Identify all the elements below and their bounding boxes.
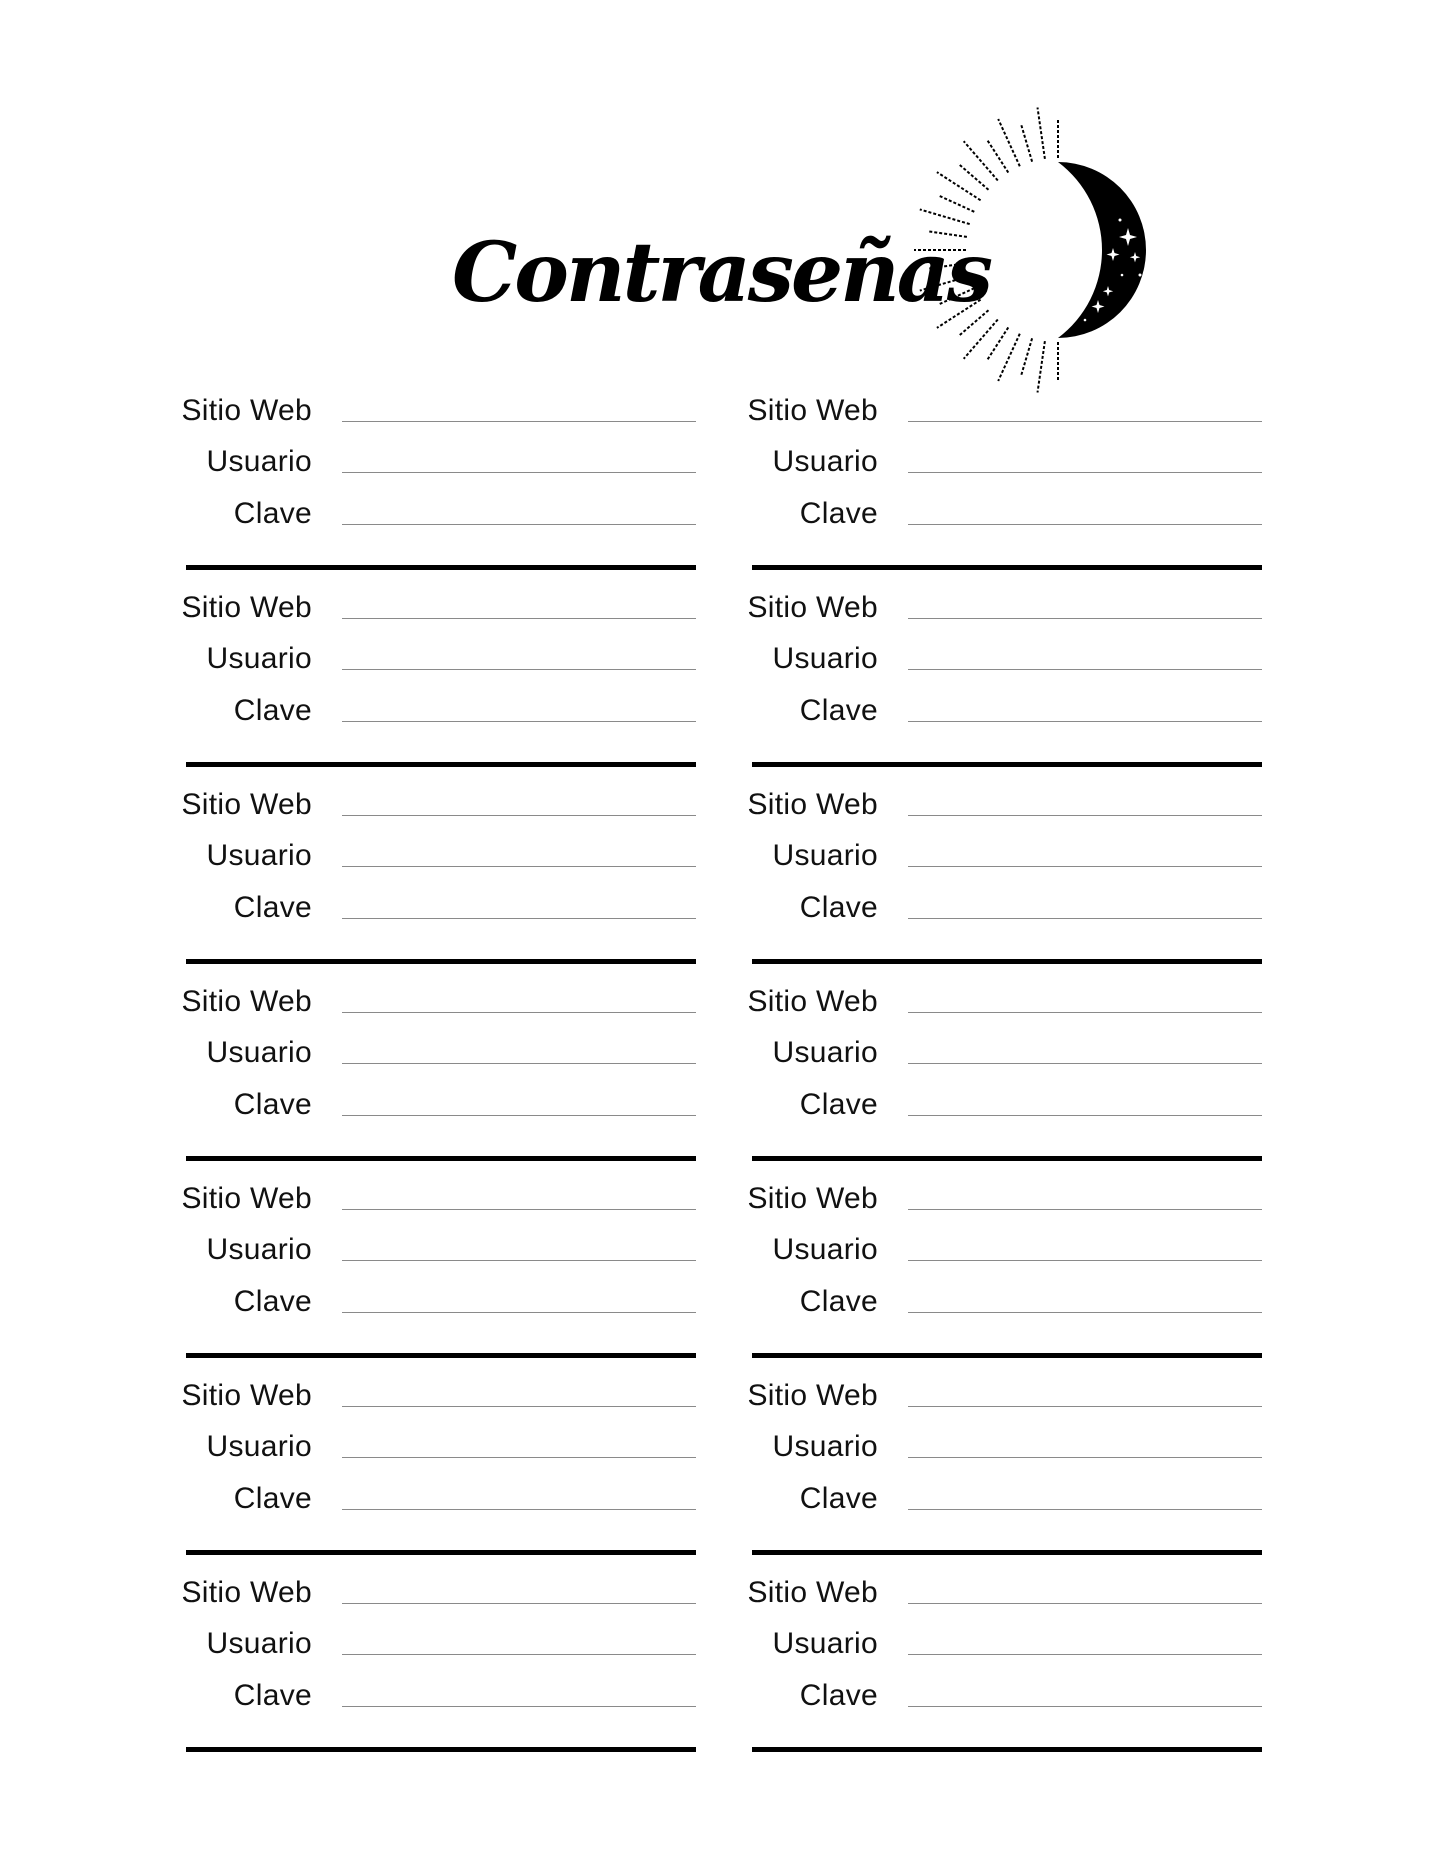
sun-ray: [927, 263, 967, 269]
password-entry: [747, 392, 1262, 589]
password-entry: [747, 983, 1262, 1180]
password-label: Clave: [233, 891, 312, 924]
user-label: Usuario: [206, 839, 312, 872]
site-field[interactable]: [908, 421, 1262, 422]
sun-ray: [920, 209, 970, 224]
sun-ray: [1021, 338, 1032, 376]
user-label: Usuario: [772, 1430, 878, 1463]
site-label: Sitio Web: [181, 985, 312, 1018]
password-column-left: [181, 392, 696, 1771]
sun-ray: [938, 195, 974, 212]
password-field[interactable]: [342, 1706, 696, 1707]
user-row: [186, 1428, 696, 1468]
user-label: Usuario: [772, 1627, 878, 1660]
password-field[interactable]: [342, 918, 696, 919]
user-row: [752, 1625, 1262, 1665]
site-label: Sitio Web: [747, 591, 878, 624]
site-field[interactable]: [342, 421, 696, 422]
site-label: Sitio Web: [747, 985, 878, 1018]
user-field[interactable]: [908, 1260, 1262, 1261]
password-field[interactable]: [908, 524, 1262, 525]
site-row: [181, 1574, 696, 1614]
user-label: Usuario: [772, 445, 878, 478]
site-row: [181, 1377, 696, 1417]
site-label: Sitio Web: [181, 591, 312, 624]
password-label: Clave: [233, 1088, 312, 1121]
site-label: Sitio Web: [181, 1379, 312, 1412]
user-field[interactable]: [908, 669, 1262, 670]
sun-ray: [998, 334, 1020, 381]
user-row: [186, 640, 696, 680]
user-row: [186, 1231, 696, 1271]
password-entry: [747, 786, 1262, 983]
password-row: [186, 495, 696, 535]
entry-divider: [752, 959, 1262, 964]
password-field[interactable]: [908, 1115, 1262, 1116]
password-field[interactable]: [342, 524, 696, 525]
user-row: [752, 443, 1262, 483]
password-label: Clave: [799, 497, 878, 530]
sun-ray: [964, 320, 998, 359]
user-row: [186, 837, 696, 877]
entry-divider: [186, 1550, 696, 1555]
user-label: Usuario: [772, 642, 878, 675]
user-field[interactable]: [342, 866, 696, 867]
password-label: Clave: [233, 1482, 312, 1515]
site-row: [181, 392, 696, 432]
password-label: Clave: [799, 1679, 878, 1712]
user-label: Usuario: [772, 839, 878, 872]
entry-divider: [186, 1353, 696, 1358]
site-label: Sitio Web: [747, 1576, 878, 1609]
site-field[interactable]: [342, 618, 696, 619]
user-field[interactable]: [342, 669, 696, 670]
password-entry: [181, 983, 696, 1180]
site-row: [747, 983, 1262, 1023]
entry-divider: [752, 1353, 1262, 1358]
entry-divider: [752, 1747, 1262, 1752]
password-field[interactable]: [908, 1706, 1262, 1707]
password-row: [752, 692, 1262, 732]
user-field[interactable]: [342, 1654, 696, 1655]
password-column-right: [747, 392, 1262, 1771]
site-field[interactable]: [908, 815, 1262, 816]
user-label: Usuario: [206, 445, 312, 478]
user-field[interactable]: [342, 472, 696, 473]
site-row: [181, 589, 696, 629]
sun-ray: [958, 164, 988, 190]
password-field[interactable]: [908, 1312, 1262, 1313]
password-row: [186, 1480, 696, 1520]
user-label: Usuario: [206, 642, 312, 675]
site-field[interactable]: [908, 1209, 1262, 1210]
password-entry: [181, 786, 696, 983]
user-field[interactable]: [342, 1063, 696, 1064]
user-row: [752, 1428, 1262, 1468]
password-entry: [747, 1377, 1262, 1574]
site-field[interactable]: [908, 1603, 1262, 1604]
page-title: Contraseñas: [452, 225, 991, 321]
user-row: [752, 1231, 1262, 1271]
password-row: [752, 1677, 1262, 1717]
user-field[interactable]: [342, 1457, 696, 1458]
user-field[interactable]: [908, 1457, 1262, 1458]
user-label: Usuario: [206, 1627, 312, 1660]
site-field[interactable]: [342, 1406, 696, 1407]
password-entry: [181, 1377, 696, 1574]
user-label: Usuario: [772, 1036, 878, 1069]
site-field[interactable]: [342, 1012, 696, 1013]
site-row: [181, 983, 696, 1023]
site-row: [747, 1574, 1262, 1614]
password-label: Clave: [799, 891, 878, 924]
user-field[interactable]: [908, 472, 1262, 473]
password-label: Clave: [799, 1482, 878, 1515]
password-field[interactable]: [342, 1509, 696, 1510]
site-label: Sitio Web: [181, 1576, 312, 1609]
site-field[interactable]: [342, 1603, 696, 1604]
site-row: [747, 1377, 1262, 1417]
password-row: [752, 889, 1262, 929]
user-row: [752, 837, 1262, 877]
user-row: [186, 1034, 696, 1074]
site-field[interactable]: [908, 1406, 1262, 1407]
password-row: [752, 1086, 1262, 1126]
password-field[interactable]: [908, 918, 1262, 919]
password-field[interactable]: [342, 1312, 696, 1313]
user-field[interactable]: [908, 866, 1262, 867]
password-label: Clave: [799, 1088, 878, 1121]
password-field[interactable]: [342, 721, 696, 722]
site-label: Sitio Web: [747, 394, 878, 427]
entry-divider: [752, 1550, 1262, 1555]
entry-divider: [186, 959, 696, 964]
site-row: [181, 1180, 696, 1220]
sun-ray: [958, 310, 988, 336]
password-row: [186, 1086, 696, 1126]
sun-ray: [998, 119, 1020, 166]
password-entry: [181, 392, 696, 589]
site-row: [747, 786, 1262, 826]
password-entry: [747, 589, 1262, 786]
sun-ray: [964, 141, 998, 180]
site-label: Sitio Web: [181, 788, 312, 821]
sun-ray: [938, 288, 974, 305]
site-field[interactable]: [342, 1209, 696, 1210]
site-row: [747, 1180, 1262, 1220]
crescent-moon-icon: [900, 100, 1160, 410]
sun-ray: [1038, 108, 1045, 159]
entry-divider: [186, 565, 696, 570]
sun-ray: [920, 276, 970, 291]
user-label: Usuario: [206, 1430, 312, 1463]
user-row: [752, 640, 1262, 680]
password-entry: [747, 1180, 1262, 1377]
site-row: [181, 786, 696, 826]
password-row: [186, 1283, 696, 1323]
user-field[interactable]: [908, 1063, 1262, 1064]
sun-ray: [1021, 123, 1032, 161]
entry-divider: [752, 762, 1262, 767]
sun-ray: [1038, 341, 1045, 392]
password-entry: [747, 1574, 1262, 1771]
password-row: [186, 889, 696, 929]
site-field[interactable]: [908, 1012, 1262, 1013]
entry-divider: [186, 1156, 696, 1161]
password-row: [752, 1283, 1262, 1323]
sun-ray: [937, 300, 981, 328]
user-field[interactable]: [908, 1654, 1262, 1655]
site-field[interactable]: [908, 618, 1262, 619]
password-row: [186, 1677, 696, 1717]
user-row: [186, 1625, 696, 1665]
user-label: Usuario: [206, 1036, 312, 1069]
site-label: Sitio Web: [747, 788, 878, 821]
password-field[interactable]: [342, 1115, 696, 1116]
password-label: Clave: [233, 497, 312, 530]
password-field[interactable]: [908, 721, 1262, 722]
site-field[interactable]: [342, 815, 696, 816]
entry-divider: [186, 762, 696, 767]
user-row: [752, 1034, 1262, 1074]
entry-divider: [752, 565, 1262, 570]
password-row: [186, 692, 696, 732]
sun-ray: [937, 172, 981, 200]
password-label: Clave: [799, 1285, 878, 1318]
site-row: [747, 392, 1262, 432]
sun-ray: [987, 139, 1009, 173]
password-row: [752, 1480, 1262, 1520]
site-row: [747, 589, 1262, 629]
site-label: Sitio Web: [181, 394, 312, 427]
user-label: Usuario: [206, 1233, 312, 1266]
site-label: Sitio Web: [181, 1182, 312, 1215]
site-label: Sitio Web: [747, 1379, 878, 1412]
password-label: Clave: [799, 694, 878, 727]
user-row: [186, 443, 696, 483]
password-entry: [181, 589, 696, 786]
user-field[interactable]: [342, 1260, 696, 1261]
user-label: Usuario: [772, 1233, 878, 1266]
password-field[interactable]: [908, 1509, 1262, 1510]
password-label: Clave: [233, 1679, 312, 1712]
password-label: Clave: [233, 1285, 312, 1318]
sun-ray: [927, 231, 967, 237]
password-label: Clave: [233, 694, 312, 727]
password-entry: [181, 1180, 696, 1377]
sun-ray: [987, 327, 1009, 361]
password-row: [752, 495, 1262, 535]
entry-divider: [186, 1747, 696, 1752]
site-label: Sitio Web: [747, 1182, 878, 1215]
password-entry: [181, 1574, 696, 1771]
entry-divider: [752, 1156, 1262, 1161]
